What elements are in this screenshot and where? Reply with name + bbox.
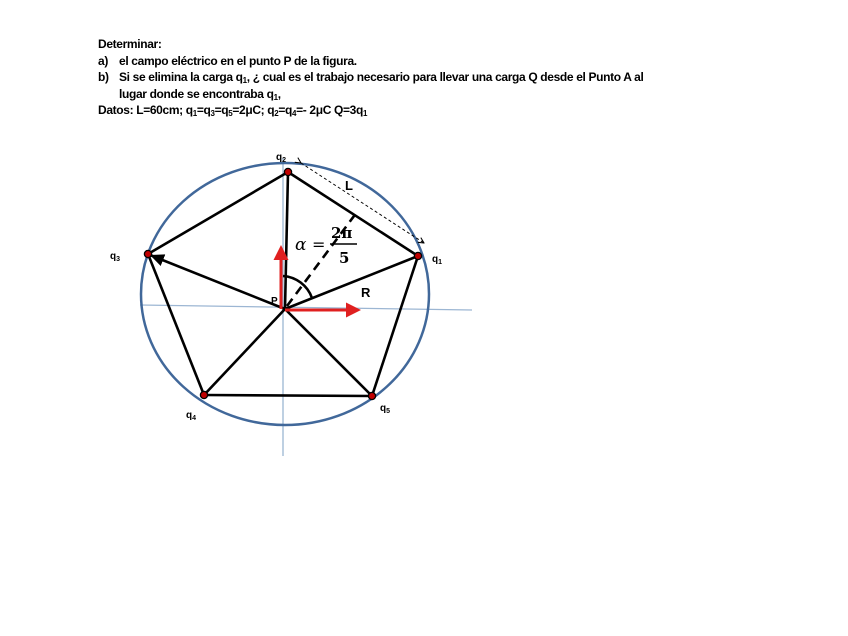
length-arrow-L [301, 163, 424, 243]
datos-sub: 4 [292, 109, 297, 118]
datos-sub: 1 [192, 109, 197, 118]
charge-q4-label: $q_4$ [186, 410, 197, 422]
item-a-text: el campo eléctrico en el punto P de la figura. [119, 53, 357, 68]
charge-q2-label: $q_2$ [276, 152, 287, 164]
alpha-numerator: 2π [331, 224, 353, 242]
datos-part: =- 2μC Q=3q [296, 103, 363, 117]
charge-q1-label: $q_1$ [432, 254, 443, 266]
charge-q4-dot [200, 391, 207, 398]
charge-q5-label: $q_5$ [380, 403, 391, 415]
item-b-cont-pre: lugar donde se encontraba q [119, 86, 274, 101]
datos-sub: 2 [274, 109, 279, 118]
charge-q3-dot [144, 250, 151, 257]
item-a-label: a) [98, 53, 108, 68]
datos-part: =q [196, 103, 211, 117]
datos-part: Datos: L=60cm; q [98, 103, 193, 117]
spoke-q5 [285, 309, 372, 396]
alpha-equals: = [312, 235, 326, 254]
alpha-symbol: α [295, 235, 307, 255]
datos-sub: 1 [363, 109, 368, 118]
edge-q3-q2 [148, 172, 288, 254]
heading: Determinar: [98, 37, 162, 51]
charge-q1-dot [414, 252, 421, 259]
label-P: P [271, 296, 278, 307]
charge-q3-label: $q_3$ [110, 251, 121, 263]
datos-part: =q [278, 103, 293, 117]
item-b-label: b) [98, 70, 109, 84]
item-b-cont-sub: 1 [273, 92, 278, 102]
charge-q5-dot [368, 392, 375, 399]
charge-q2-dot [284, 168, 291, 175]
datos-part: =q [214, 103, 229, 117]
datos-part: =2μC; q [232, 103, 275, 117]
alpha-denominator: 5 [339, 249, 350, 267]
edge-q5-q4 [204, 395, 372, 396]
datos-sub: 5 [228, 109, 233, 118]
spoke-q4 [204, 309, 285, 395]
label-R: R [361, 285, 371, 300]
edge-q4-q3 [148, 254, 204, 395]
spoke-q1 [285, 256, 418, 309]
item-b-sub: 1 [242, 76, 247, 85]
label-L: L [345, 178, 353, 193]
spoke-q3 [150, 255, 285, 309]
item-b-post: , ¿ cual es el trabajo necesario para llevar una carga Q desde el Punto A al [246, 70, 644, 84]
edge-q1-q5 [372, 256, 418, 396]
item-b-pre: Si se elimina la carga q [119, 70, 243, 84]
item-b-cont-post: , [277, 86, 281, 101]
spoke-q2 [285, 172, 288, 309]
datos-sub: 3 [210, 109, 215, 118]
